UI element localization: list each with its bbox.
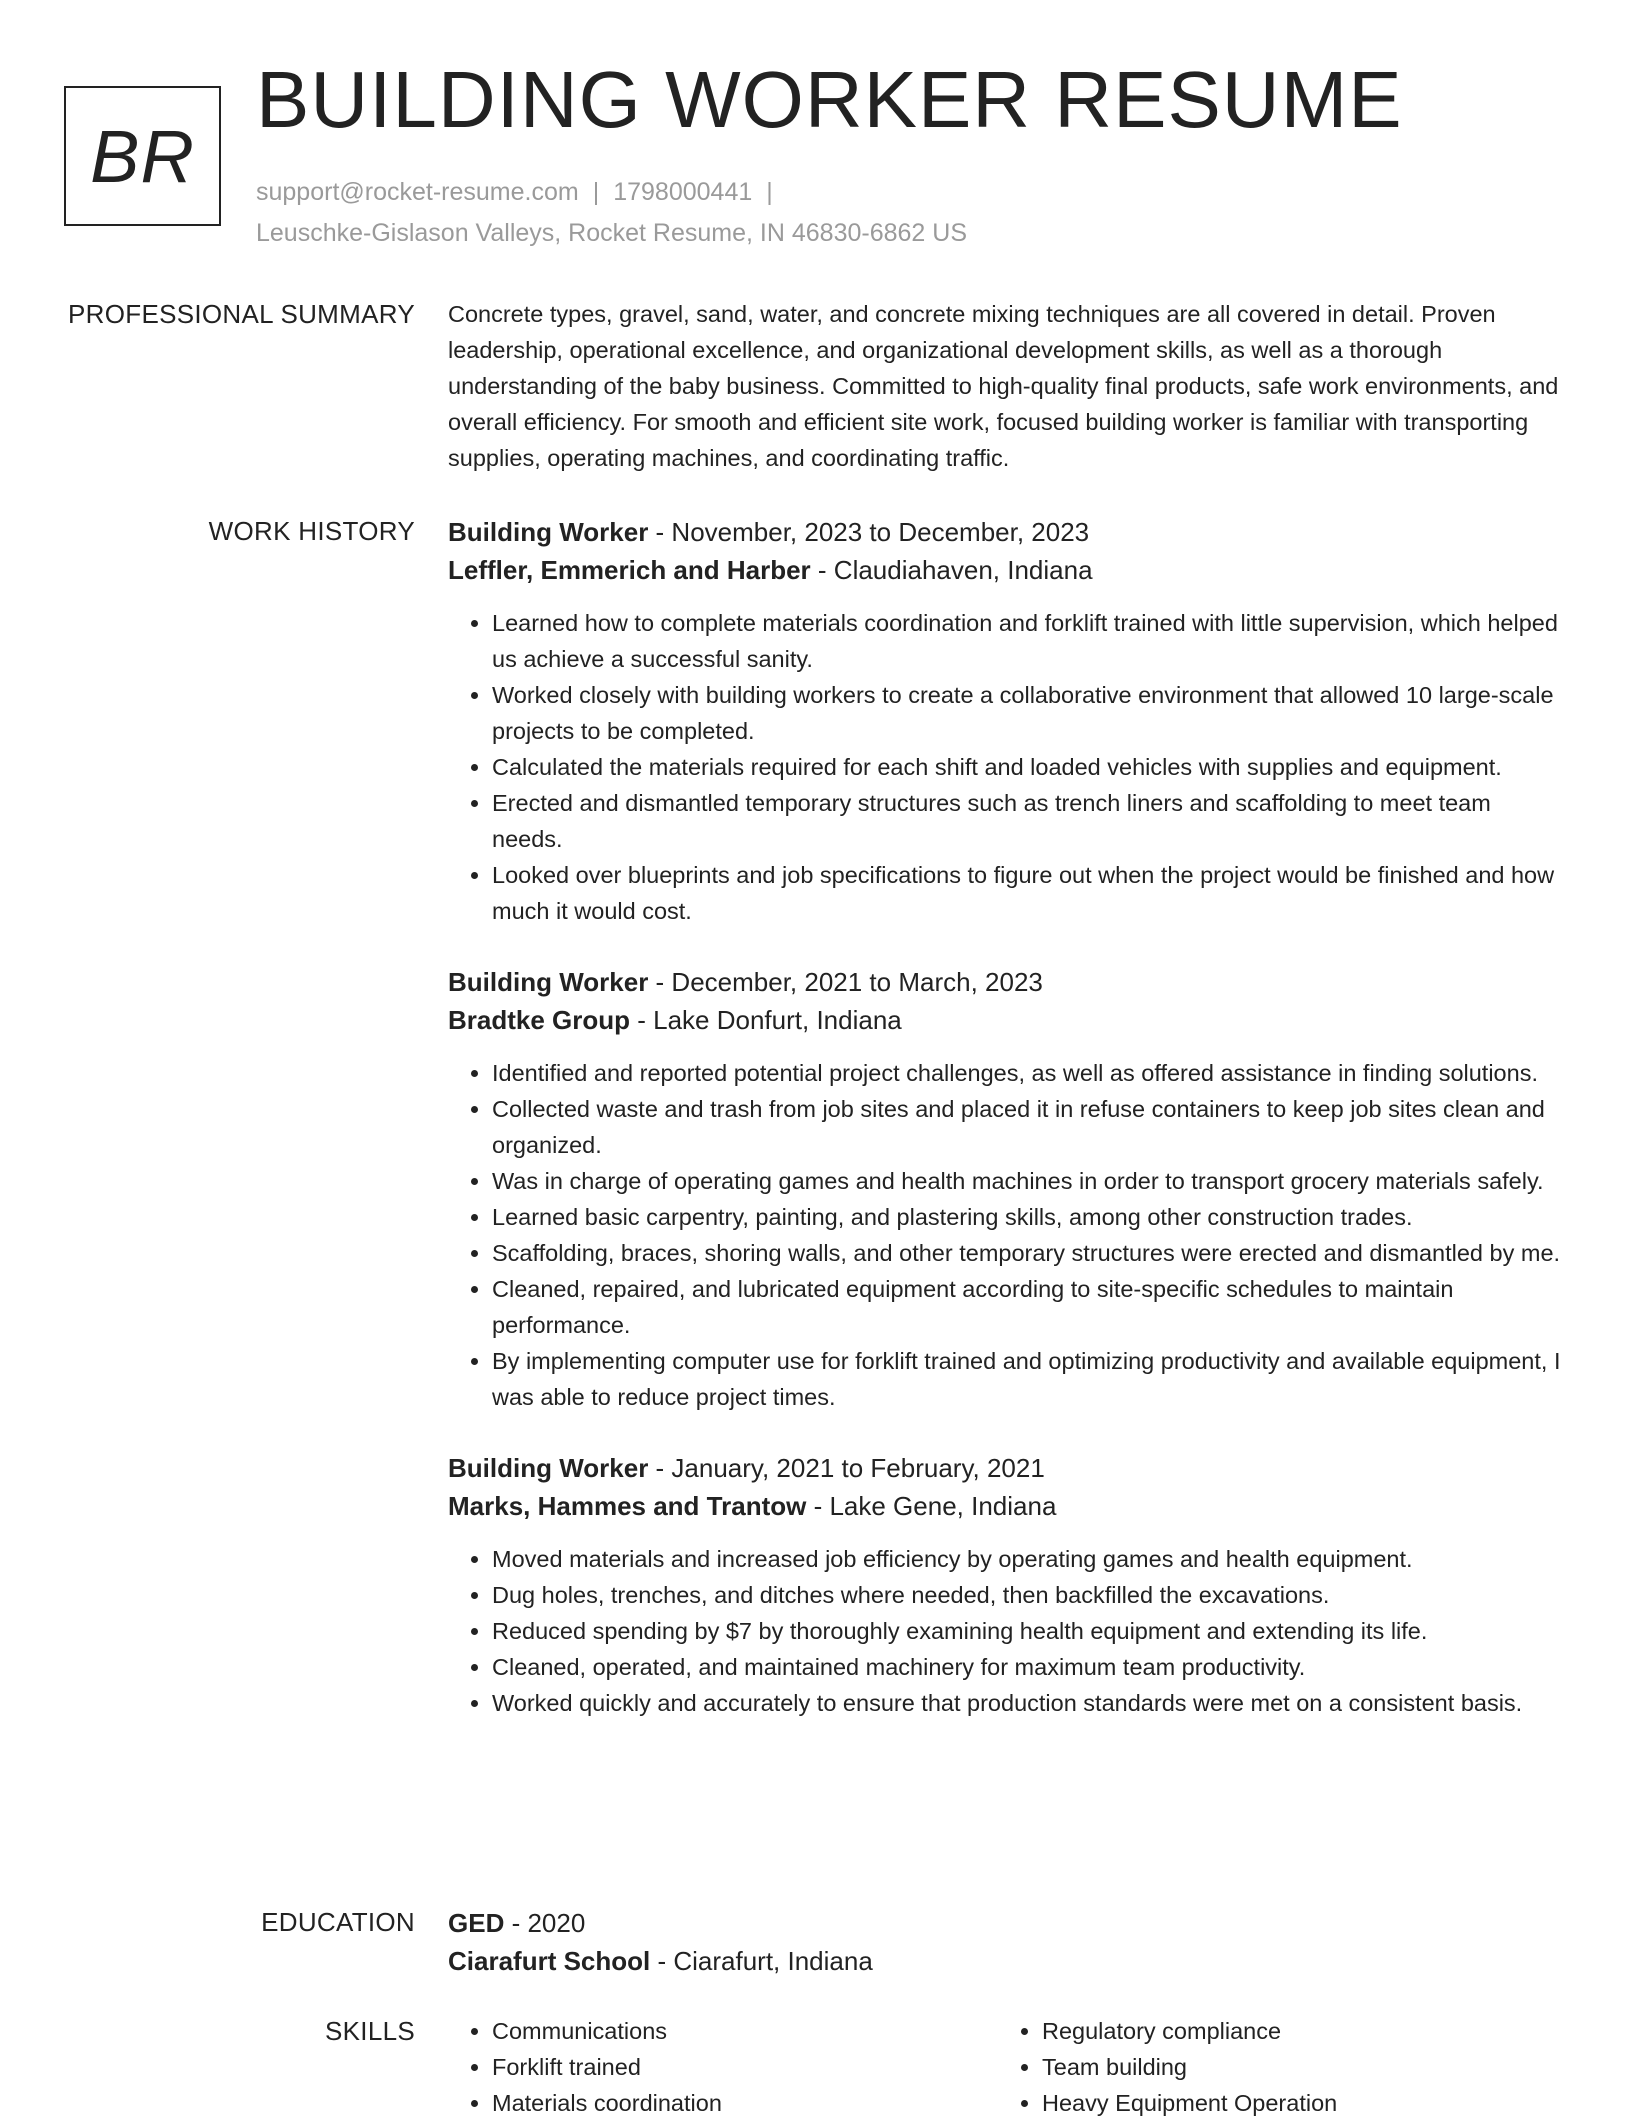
summary-text: Concrete types, gravel, sand, water, and concrete mixing techniques are all covered in detail. Proven leadership, operational excellence, and organizational development skills, as well as a thorough understanding of the baby business. Committed to high-quality final products, safe work environments, and overall efficiency. For smooth and efficient site work, focused building worker is familiar with transporting supplies, operating machines, and coordinating traffic. <box>448 301 1559 471</box>
job-bullet: • Erected and dismantled temporary structures such as trench liners and scaffolding to meet team needs. <box>492 785 1566 857</box>
job-location: - Lake Donfurt, Indiana <box>630 1005 902 1035</box>
skill-item: • Team building <box>1042 2049 1548 2085</box>
skill-item: • Regulatory compliance <box>1042 2013 1548 2049</box>
contact-separator: | <box>592 178 600 206</box>
job-company-line <box>448 1487 1566 1525</box>
section-title-work-history: WORK HISTORY <box>208 516 415 546</box>
education-school-line <box>448 1942 1566 1980</box>
education-degree-line <box>448 1904 1566 1942</box>
section-title-education: EDUCATION <box>261 1907 415 1937</box>
job-dates: - December, 2021 to March, 2023 <box>648 967 1043 997</box>
education-degree: GED <box>448 1908 505 1938</box>
skills-list-right <box>998 2013 1548 2121</box>
contact-info <box>256 172 967 254</box>
skill-item: • Communications <box>492 2013 998 2049</box>
job-bullet: • Learned basic carpentry, painting, and plastering skills, among other construction trades. <box>492 1199 1566 1235</box>
skills-columns <box>448 2013 1566 2121</box>
education-year: - 2020 <box>504 1908 586 1938</box>
skill-item: • Heavy Equipment Operation <box>1042 2085 1548 2121</box>
job-company-line <box>448 1001 1566 1039</box>
education-location: - Ciarafurt, Indiana <box>650 1946 873 1976</box>
skills-list-left <box>448 2013 998 2121</box>
monogram-initials: BR <box>90 114 195 198</box>
contact-email: support@rocket-resume.com <box>256 178 579 206</box>
job-bullet: • Was in charge of operating games and health machines in order to transport grocery materials safely. <box>492 1163 1566 1199</box>
job-role: Building Worker <box>448 1453 649 1483</box>
job-company: Bradtke Group <box>448 1005 631 1035</box>
job-bullets <box>448 1541 1566 1721</box>
job-bullet: • Moved materials and increased job efficiency by operating games and health equipment. <box>492 1541 1566 1577</box>
job-dates: - November, 2023 to December, 2023 <box>648 517 1090 547</box>
job-bullet: • Worked quickly and accurately to ensure that production standards were met on a consistent basis. <box>492 1685 1566 1721</box>
job-title-line <box>448 1449 1566 1487</box>
section-title-skills: SKILLS <box>325 2016 415 2046</box>
job-entry <box>448 963 1566 1415</box>
job-bullet: • By implementing computer use for forklift trained and optimizing productivity and available equipment, I was able to reduce project times. <box>492 1343 1566 1415</box>
job-title-line <box>448 513 1566 551</box>
education-school: Ciarafurt School <box>448 1946 651 1976</box>
job-entry <box>448 1449 1566 1721</box>
job-role: Building Worker <box>448 967 649 997</box>
job-bullet: • Cleaned, repaired, and lubricated equipment according to site-specific schedules to maintain performance. <box>492 1271 1566 1343</box>
job-company-line <box>448 551 1566 589</box>
skill-item: • Forklift trained <box>492 2049 998 2085</box>
job-company: Leffler, Emmerich and Harber <box>448 555 811 585</box>
job-bullet: • Worked closely with building workers to create a collaborative environment that allowed 10 large-scale projects to be completed. <box>492 677 1566 749</box>
job-bullet: • Collected waste and trash from job sites and placed it in refuse containers to keep job sites clean and organized. <box>492 1091 1566 1163</box>
resume-title: BUILDING WORKER RESUME <box>256 55 1403 144</box>
job-bullet: • Calculated the materials required for each shift and loaded vehicles with supplies and equipment. <box>492 749 1566 785</box>
job-bullet: • Learned how to complete materials coordination and forklift trained with little supervision, which helped us achieve a successful sanity. <box>492 605 1566 677</box>
job-role: Building Worker <box>448 517 649 547</box>
job-location: - Claudiahaven, Indiana <box>810 555 1093 585</box>
job-bullet: • Cleaned, operated, and maintained machinery for maximum team productivity. <box>492 1649 1566 1685</box>
job-company: Marks, Hammes and Trantow <box>448 1491 807 1521</box>
contact-separator: | <box>766 178 773 206</box>
job-bullet: • Dug holes, trenches, and ditches where needed, then backfilled the excavations. <box>492 1577 1566 1613</box>
job-dates: - January, 2021 to February, 2021 <box>648 1453 1045 1483</box>
job-title-line <box>448 963 1566 1001</box>
job-entry <box>448 513 1566 929</box>
job-bullet: • Identified and reported potential project challenges, as well as offered assistance in finding solutions. <box>492 1055 1566 1091</box>
monogram-box <box>64 86 221 226</box>
job-bullet: • Reduced spending by $7 by thoroughly examining health equipment and extending its life. <box>492 1613 1566 1649</box>
section-title-summary: PROFESSIONAL SUMMARY <box>68 299 415 329</box>
job-location: - Lake Gene, Indiana <box>806 1491 1057 1521</box>
skill-item: • Materials coordination <box>492 2085 998 2121</box>
job-bullet: • Scaffolding, braces, shoring walls, and other temporary structures were erected and dismantled by me. <box>492 1235 1566 1271</box>
job-bullets <box>448 605 1566 929</box>
contact-address: Leuschke-Gislason Valleys, Rocket Resume, IN 46830-6862 US <box>256 219 967 247</box>
contact-phone: 1798000441 <box>613 178 753 206</box>
job-bullet: • Looked over blueprints and job specifications to figure out when the project would be finished and how much it would cost. <box>492 857 1566 929</box>
contact-line-1 <box>256 172 967 213</box>
job-bullets <box>448 1055 1566 1415</box>
